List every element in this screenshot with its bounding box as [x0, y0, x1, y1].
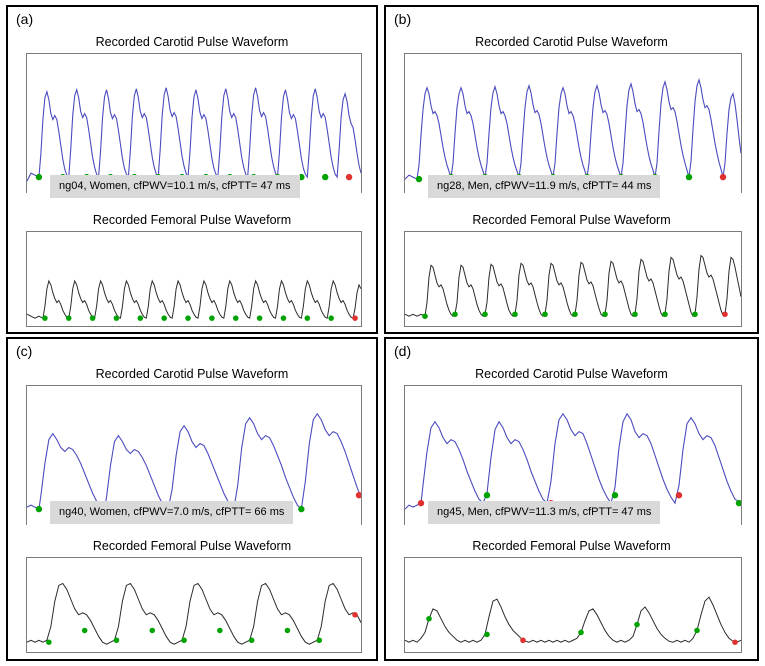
- annotation-c: ng40, Women, cfPWV=7.0 m/s, cfPTT= 66 ms: [50, 501, 293, 524]
- carotid-plot-b: [404, 53, 742, 193]
- carotid-title-d: Recorded Carotid Pulse Waveform: [475, 367, 668, 381]
- carotid-waveform-b: [405, 80, 741, 179]
- femoral-foot-markers-a: [42, 315, 358, 320]
- panel-label-b: (b): [394, 11, 412, 27]
- carotid-trace-svg-b: [405, 54, 741, 193]
- femoral-plot-b: [404, 231, 742, 327]
- panel-d: [384, 337, 759, 661]
- femoral-trace-svg-a: [27, 232, 361, 326]
- panel-label-a: (a): [16, 11, 34, 27]
- femoral-trace-svg-b: [405, 232, 741, 326]
- carotid-plot-a: [26, 53, 362, 193]
- femoral-foot-markers-b: [422, 312, 728, 319]
- carotid-waveform-c: [27, 414, 361, 509]
- femoral-title-c: Recorded Femoral Pulse Waveform: [92, 539, 292, 553]
- panel-label-d: (d): [394, 343, 412, 359]
- carotid-title-c: Recorded Carotid Pulse Waveform: [95, 367, 289, 381]
- carotid-waveform-a: [27, 88, 361, 181]
- femoral-plot-c: [26, 557, 362, 653]
- femoral-waveform-a: [27, 281, 361, 318]
- femoral-waveform-b: [405, 256, 741, 317]
- femoral-waveform-c: [27, 583, 361, 644]
- femoral-title-a: Recorded Femoral Pulse Waveform: [92, 213, 292, 227]
- femoral-title-b: Recorded Femoral Pulse Waveform: [472, 213, 671, 227]
- femoral-plot-d: [404, 557, 742, 653]
- femoral-trace-svg-c: [27, 558, 361, 652]
- annotation-a: ng04, Women, cfPWV=10.1 m/s, cfPTT= 47 ms: [50, 175, 300, 198]
- carotid-trace-svg-a: [27, 54, 361, 193]
- femoral-title-d: Recorded Femoral Pulse Waveform: [472, 539, 671, 553]
- femoral-trace-svg-d: [405, 558, 741, 652]
- carotid-waveform-d: [405, 414, 741, 509]
- panel-label-c: (c): [16, 343, 33, 359]
- panel-b: [384, 5, 759, 334]
- panel-a: [6, 5, 378, 334]
- femoral-waveform-d: [405, 597, 741, 642]
- carotid-title-b: Recorded Carotid Pulse Waveform: [475, 35, 668, 49]
- panel-c: [6, 337, 378, 661]
- femoral-plot-a: [26, 231, 362, 327]
- femoral-foot-markers-c: [46, 612, 358, 645]
- annotation-d: ng45, Men, cfPWV=11.3 m/s, cfPTT= 47 ms: [428, 501, 660, 524]
- annotation-b: ng28, Men, cfPWV=11.9 m/s, cfPTT= 44 ms: [428, 175, 660, 198]
- carotid-title-a: Recorded Carotid Pulse Waveform: [95, 35, 289, 49]
